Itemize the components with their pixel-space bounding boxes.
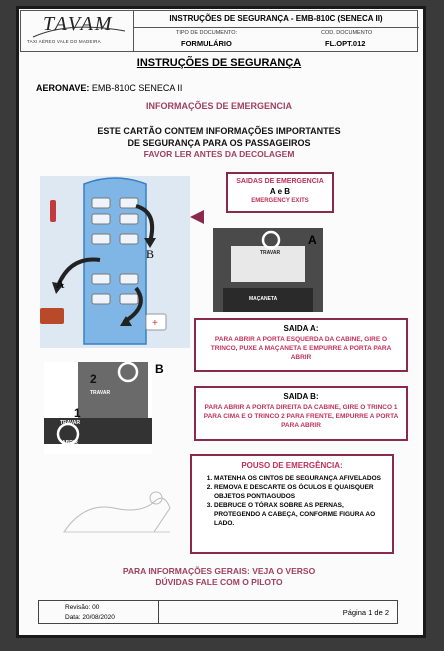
door-a-travar: TRAVAR [260, 250, 281, 256]
exit-a-text: PARA ABRIR A PORTA ESQUERDA DA CABINE, GIRE O TRINCO, PUXE A MAÇANETA E EMPURRE A PORTA PARA ABRIR [210, 336, 392, 361]
general-info-line-1: PARA INFORMAÇÕES GERAIS: VEJA O VERSO [122, 566, 316, 576]
photo-b-label: B [155, 362, 164, 376]
document-header [20, 10, 418, 52]
doc-code-label: COD. DOCUMENTO [321, 30, 373, 36]
exit-b-text: PARA ABRIR A PORTA DIREITA DA CABINE, GIRE O TRINCO 1 PARA CIMA E O TRINCO 2 PARA FRENTE, EMPURRE A PORTA PARA ABRIR [203, 404, 399, 429]
exit-a-box [194, 318, 408, 372]
landing-item-1: 1. MATENHA OS CINTOS DE SEGURANÇA AFIVELADOS [214, 474, 386, 483]
exit-b-box [194, 386, 408, 441]
door-b-number-2: 2 [90, 372, 97, 386]
read-before-takeoff: FAVOR LER ANTES DA DECOLAGEM [143, 149, 295, 159]
page-title: INSTRUÇÕES DE SEGURANÇA [136, 57, 302, 69]
footer-page: Página 1 de 2 [342, 608, 389, 617]
landing-title: POUSO DE EMERGÊNCIA: [241, 461, 343, 470]
aircraft-model: EMB-810C SENECA II [91, 83, 183, 93]
document-footer [38, 600, 398, 624]
landing-item-3: 3. DEBRUCE O TÓRAX SOBRE AS PERNAS, PROTEGENDO A CABEÇA, CONFORME FIGURA AO LADO. [214, 501, 386, 528]
diagram-label-a: A [56, 277, 65, 291]
door-b-abrir: ABRIR [62, 440, 78, 446]
exits-line-1: SAIDAS DE EMERGENCIA [236, 178, 324, 185]
doc-type-label: TIPO DE DOCUMENTO: [176, 30, 238, 36]
door-b-number-1: 1 [74, 406, 81, 420]
aircraft-line [36, 83, 182, 93]
exit-b-title: SAIDA B: [283, 392, 319, 401]
card-info-line-2: DE SEGURANÇA PARA OS PASSAGEIROS [127, 138, 311, 148]
landing-list [192, 474, 386, 528]
logo-swoosh-icon [29, 19, 129, 41]
card-info-line-1: ESTE CARTÃO CONTEM INFORMAÇÕES IMPORTANTES [97, 126, 341, 136]
door-b-travar-2: TRAVAR [60, 420, 81, 426]
door-b-travar-1: TRAVAR [90, 390, 111, 396]
door-a-macaneta: MAÇANETA [249, 296, 278, 302]
header-title: INSTRUÇÕES DE SEGURANÇA - EMB-810C (SENECA II) [133, 11, 419, 28]
exits-line-2: A e B [269, 187, 291, 196]
photo-a-label: A [308, 233, 317, 247]
exits-line-3: EMERGENCY EXITS [251, 198, 309, 204]
cabin-exit-diagram [40, 176, 190, 348]
general-info [20, 566, 418, 588]
footer-date: Data: 20/08/2020 [65, 614, 115, 621]
logo-text: TAVAM [43, 13, 114, 35]
door-b-photo [44, 362, 152, 454]
triangle-marker-icon [190, 210, 204, 224]
emergency-info-heading: INFORMAÇÕES DE EMERGENCIA [145, 101, 292, 111]
footer-revision-cell [39, 601, 159, 623]
card-info [20, 125, 418, 149]
brace-position-figure [44, 462, 184, 552]
company-logo [21, 11, 134, 51]
footer-revision: Revisão: 00 [65, 604, 100, 611]
emergency-landing-box [190, 454, 394, 554]
general-info-line-2: DÚVIDAS FALE COM O PILOTO [155, 577, 283, 587]
door-a-photo [213, 228, 323, 312]
doc-type-value: FORMULÁRIO [181, 39, 232, 48]
diagram-label-b: B [146, 247, 155, 261]
emergency-exits-box [226, 172, 334, 213]
landing-item-2: 2. REMOVA E DESCARTE OS ÓCULOS E QUAISQUER OBJETOS PONTIAGUDOS [214, 483, 386, 501]
logo-subtitle: TAXI AÉREO VALE DO MADEIRA [27, 39, 101, 44]
svg-text:+: + [152, 318, 158, 329]
doc-code-value: FL.OPT.012 [325, 39, 366, 48]
aircraft-label: AERONAVE: [36, 83, 90, 93]
exit-a-title: SAIDA A: [283, 324, 319, 333]
